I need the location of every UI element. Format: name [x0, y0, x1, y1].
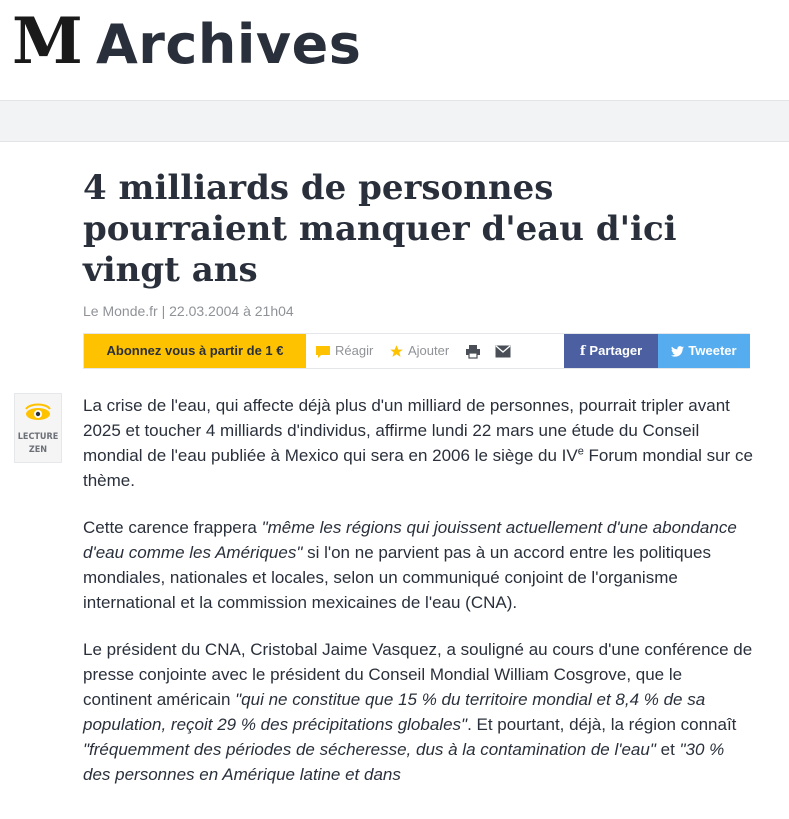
article-paragraph-2: Cette carence frappera "même les régions qui jouissent actuellement d'une abondance d'eau comme les Amériques" si l'on ne parvient pas à un accord entre les politiques mondiales, nationales et locales, selon un communiqué conjoint de l'organisme international et la commission mexicaines de l'eau (CNA).	[83, 518, 737, 612]
twitter-bird-icon	[671, 346, 684, 357]
quote: "fréquemment des périodes de sécheresse, dus à la contamination de l'eau"	[83, 740, 656, 759]
react-button[interactable]	[315, 334, 373, 368]
add-label: Ajouter	[408, 343, 450, 358]
subscribe-button[interactable]: Abonnez vous à partir de 1 €	[84, 334, 306, 368]
star-icon	[389, 344, 404, 359]
twitter-share-label: Tweeter	[688, 343, 737, 358]
quote: "30 % des personnes en Amérique latine et dans	[83, 740, 725, 784]
archives-title[interactable]: Archives	[96, 13, 362, 76]
add-button[interactable]	[389, 334, 449, 368]
email-button[interactable]	[495, 334, 515, 368]
react-label: Réagir	[335, 343, 374, 358]
lecture-zen-label: LECTURE ZEN	[17, 432, 59, 455]
navigation-band	[0, 100, 789, 142]
lecture-zen-button[interactable]	[14, 393, 62, 463]
facebook-icon: f	[579, 344, 586, 359]
article-body	[83, 393, 753, 809]
comment-icon	[315, 345, 331, 359]
article-paragraph-1: La crise de l'eau, qui affecte déjà plus d'un milliard de personnes, pourrait tripler avant 2025 et toucher 4 milliards d'individus, affirme lundi 22 mars une étude du Conseil mondial de l'eau publiée à Mexico qui sera en 2006 le siège du IVe Forum mondial sur ce thème.	[83, 396, 753, 490]
article-meta: Le Monde.fr | 22.03.2004 à 21h04	[83, 303, 294, 319]
quote: "qui ne constitue que 15 % du territoire mondial et 8,4 % de sa population, reçoit 29 % des précipitations globales"	[83, 690, 706, 734]
facebook-share-button[interactable]	[564, 334, 658, 368]
quote: "même les régions qui jouissent actuellement d'une abondance d'eau comme les Amériques"	[83, 518, 737, 562]
envelope-icon	[495, 345, 511, 358]
article-toolbar	[83, 333, 750, 369]
article-headline: 4 milliards de personnes pourraient manquer d'eau d'ici vingt ans	[83, 168, 677, 290]
print-button[interactable]	[465, 334, 485, 368]
twitter-share-button[interactable]	[658, 334, 750, 368]
eye-icon	[23, 402, 53, 424]
article-paragraph-3: Le président du CNA, Cristobal Jaime Vasquez, a souligné au cours d'une conférence de presse conjointe avec le président du Conseil Mondial William Cosgrove, que le continent américain "qui ne constitue que 15 % du territoire mondial et 8,4 % de sa population, reçoit 29 % des précipitations globales". Et pourtant, déjà, la région connaît "fréquemment des périodes de sécheresse, dus à la contamination de l'eau" et "30 % des personnes en Amérique latine et dans	[83, 640, 753, 784]
facebook-share-label: Partager	[589, 343, 643, 358]
le-monde-logo[interactable]: M	[12, 4, 79, 79]
masthead	[0, 0, 789, 100]
printer-icon	[465, 344, 481, 359]
